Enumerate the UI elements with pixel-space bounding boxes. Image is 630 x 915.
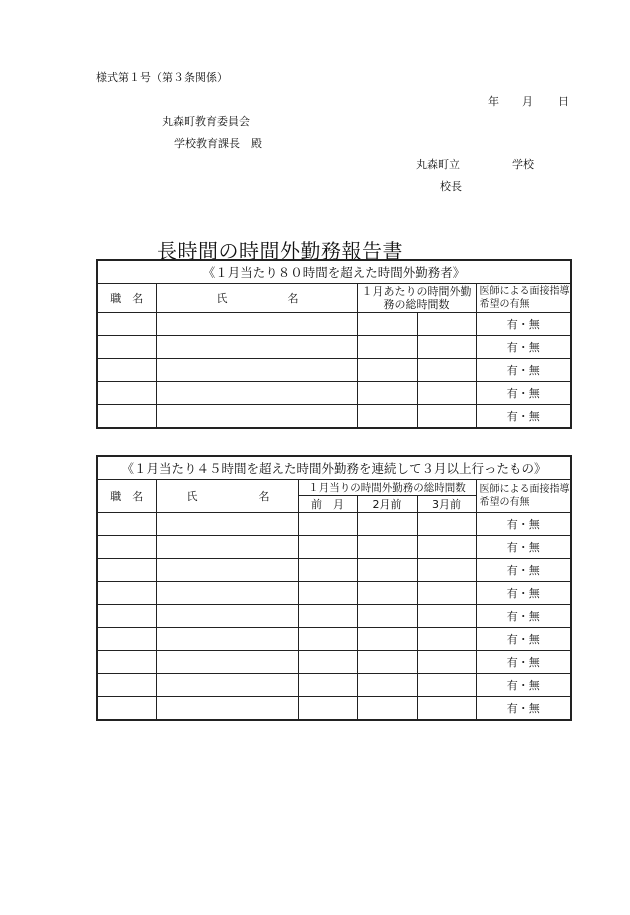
table1-header-position: 職 名 — [97, 284, 156, 313]
table2-cell-input[interactable] — [97, 559, 156, 582]
table1-row — [97, 382, 571, 405]
table2-cell-input[interactable] — [156, 674, 298, 697]
table2-doctor-choice[interactable]: 有・無 — [476, 513, 571, 536]
table2-cell-input[interactable] — [357, 697, 417, 720]
table2-header-name — [156, 480, 298, 513]
table2-cell-input[interactable] — [357, 605, 417, 628]
table2-subheader-3-months-ago: 3月前 — [417, 496, 476, 513]
table2-doctor-choice[interactable]: 有・無 — [476, 582, 571, 605]
table2-cell-input[interactable] — [97, 513, 156, 536]
table2-cell-input[interactable] — [357, 559, 417, 582]
table2-cell-input[interactable] — [97, 674, 156, 697]
table2-cell-input[interactable] — [357, 536, 417, 559]
date-month: 月 — [522, 95, 533, 108]
table2-row — [97, 582, 571, 605]
table1-header-doctor: 医師による面接指導希望の有無 — [476, 284, 571, 313]
table2-header-hours: １月当りの時間外勤務の総時間数 — [298, 480, 476, 496]
table2-cell-input[interactable] — [417, 582, 476, 605]
table2-cell-input[interactable] — [156, 559, 298, 582]
school-prefix: 丸森町立 — [416, 158, 460, 171]
table2-cell-input[interactable] — [357, 651, 417, 674]
table2-cell-input[interactable] — [417, 536, 476, 559]
table2-cell-input[interactable] — [156, 605, 298, 628]
table2-cell-input[interactable] — [97, 605, 156, 628]
table2-cell-input[interactable] — [357, 582, 417, 605]
principal-label: 校長 — [440, 180, 462, 193]
table1-cell-input[interactable] — [97, 359, 156, 382]
table1-row — [97, 336, 571, 359]
table1-cell-input[interactable] — [97, 382, 156, 405]
table1-row — [97, 405, 571, 428]
table2-header-name-last: 名 — [258, 490, 270, 503]
table2-cell-input[interactable] — [97, 651, 156, 674]
table2-doctor-choice[interactable]: 有・無 — [476, 559, 571, 582]
table2-row — [97, 674, 571, 697]
table2-row — [97, 605, 571, 628]
recipient-org: 丸森町教育委員会 — [162, 115, 250, 128]
table1-cell-input[interactable] — [97, 405, 156, 428]
report-title: 長時間の時間外勤務報告書 — [157, 239, 403, 263]
school-suffix: 学校 — [512, 158, 534, 171]
table2-row — [97, 536, 571, 559]
table2-cell-input[interactable] — [417, 651, 476, 674]
table1-header-hours: １月あたりの時間外勤務の総時間数 — [357, 284, 476, 313]
table1-doctor-choice[interactable]: 有・無 — [476, 405, 571, 428]
table2-header-doctor: 医師による面接指導希望の有無 — [476, 480, 571, 513]
table2-doctor-choice[interactable]: 有・無 — [476, 674, 571, 697]
table2-doctor-choice[interactable]: 有・無 — [476, 628, 571, 651]
table1-header-name-first: 氏 — [216, 292, 228, 305]
form-label: 様式第１号（第３条関係） — [96, 71, 228, 84]
table1-cell-input[interactable] — [97, 313, 156, 336]
table-over-45-hours-consecutive — [96, 455, 572, 721]
table1-cell-input[interactable] — [417, 313, 476, 336]
table2-cell-input[interactable] — [97, 536, 156, 559]
table2-cell-input[interactable] — [156, 513, 298, 536]
table2-cell-input[interactable] — [357, 628, 417, 651]
table1-cell-input[interactable] — [417, 382, 476, 405]
table2-subheader-2-months-ago: 2月前 — [357, 496, 417, 513]
table2-caption: 《１月当たり４５時間を超えた時間外勤務を連続して３月以上行ったもの》 — [97, 456, 571, 480]
table2-cell-input[interactable] — [417, 697, 476, 720]
table1-doctor-choice[interactable]: 有・無 — [476, 359, 571, 382]
table2-doctor-choice[interactable]: 有・無 — [476, 697, 571, 720]
table1-header-name — [156, 284, 357, 313]
table2-cell-input[interactable] — [298, 697, 357, 720]
date-day: 日 — [558, 95, 569, 108]
table2-cell-input[interactable] — [298, 605, 357, 628]
table2-cell-input[interactable] — [298, 651, 357, 674]
table1-cell-input[interactable] — [417, 336, 476, 359]
table1-cell-input[interactable] — [357, 405, 417, 428]
table2-header-position: 職 名 — [97, 480, 156, 513]
table1-cell-input[interactable] — [417, 359, 476, 382]
table2-cell-input[interactable] — [298, 674, 357, 697]
table2-row — [97, 559, 571, 582]
table1-cell-input[interactable] — [97, 336, 156, 359]
table1-doctor-choice[interactable]: 有・無 — [476, 313, 571, 336]
table2-doctor-choice[interactable]: 有・無 — [476, 605, 571, 628]
table1-cell-input[interactable] — [357, 313, 417, 336]
table2-cell-input[interactable] — [417, 513, 476, 536]
table2-cell-input[interactable] — [97, 697, 156, 720]
table2-cell-input[interactable] — [97, 582, 156, 605]
table2-cell-input[interactable] — [156, 628, 298, 651]
table1-row — [97, 313, 571, 336]
table2-cell-input[interactable] — [417, 674, 476, 697]
table1-cell-input[interactable] — [357, 336, 417, 359]
table2-cell-input[interactable] — [298, 628, 357, 651]
table2-cell-input[interactable] — [298, 513, 357, 536]
table1-caption: 《１月当たり８０時間を超えた時間外勤務者》 — [97, 260, 571, 284]
table2-doctor-choice[interactable]: 有・無 — [476, 651, 571, 674]
table1-cell-input[interactable] — [156, 405, 357, 428]
table1-header-name-last: 名 — [287, 292, 299, 305]
table2-cell-input[interactable] — [298, 536, 357, 559]
table2-cell-input[interactable] — [156, 697, 298, 720]
table1-doctor-choice[interactable]: 有・無 — [476, 336, 571, 359]
table2-row — [97, 628, 571, 651]
table1-cell-input[interactable] — [417, 405, 476, 428]
table2-row — [97, 513, 571, 536]
table2-row — [97, 651, 571, 674]
table2-cell-input[interactable] — [298, 559, 357, 582]
table2-row — [97, 697, 571, 720]
table1-row — [97, 359, 571, 382]
table2-cell-input[interactable] — [298, 582, 357, 605]
date-year: 年 — [488, 95, 499, 108]
table2-cell-input[interactable] — [357, 674, 417, 697]
table2-doctor-choice[interactable]: 有・無 — [476, 536, 571, 559]
table2-cell-input[interactable] — [417, 605, 476, 628]
table2-cell-input[interactable] — [156, 651, 298, 674]
table1-cell-input[interactable] — [357, 359, 417, 382]
table1-cell-input[interactable] — [357, 382, 417, 405]
table1-cell-input[interactable] — [156, 359, 357, 382]
table2-cell-input[interactable] — [156, 536, 298, 559]
recipient-title: 学校教育課長 殿 — [174, 137, 262, 150]
table2-subheader-prev-month: 前 月 — [298, 496, 357, 513]
table2-cell-input[interactable] — [97, 628, 156, 651]
table1-cell-input[interactable] — [156, 336, 357, 359]
table-over-80-hours — [96, 259, 572, 429]
table2-cell-input[interactable] — [417, 559, 476, 582]
table2-cell-input[interactable] — [156, 582, 298, 605]
table2-header-name-first: 氏 — [186, 490, 198, 503]
table1-cell-input[interactable] — [156, 313, 357, 336]
table1-cell-input[interactable] — [156, 382, 357, 405]
table1-doctor-choice[interactable]: 有・無 — [476, 382, 571, 405]
table2-cell-input[interactable] — [357, 513, 417, 536]
table2-cell-input[interactable] — [417, 628, 476, 651]
